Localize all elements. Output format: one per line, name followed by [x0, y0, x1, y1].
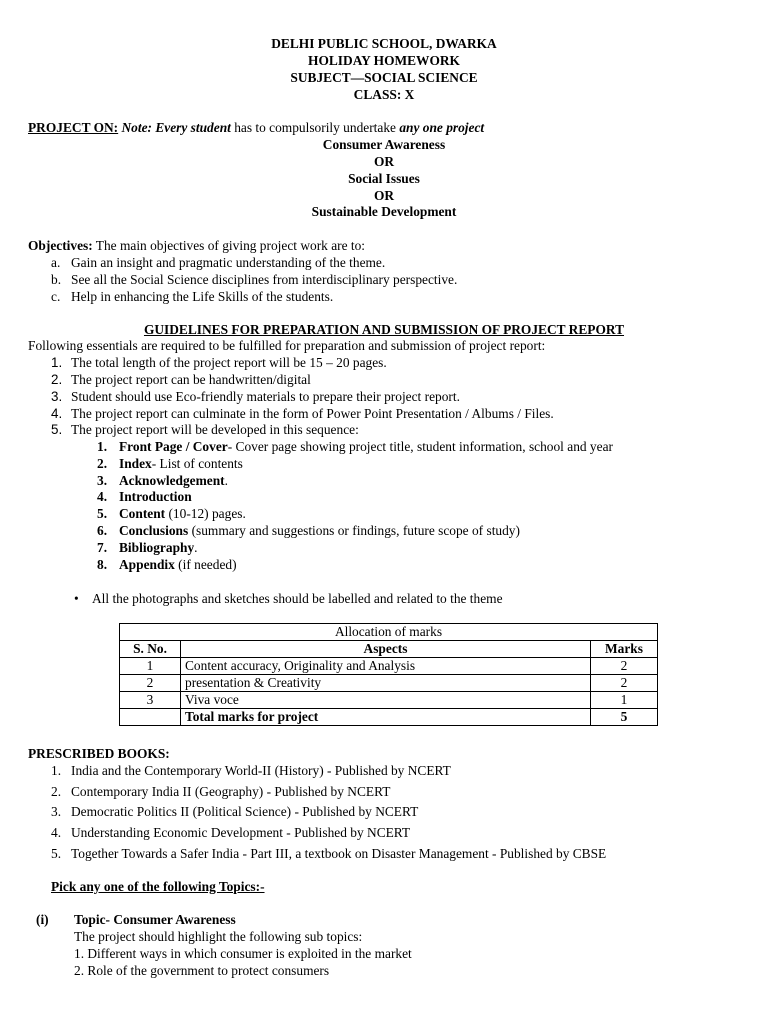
sequence-number: 7. [97, 540, 108, 555]
sequence-title: Bibliography [119, 540, 195, 555]
table-row [120, 692, 658, 709]
total-label: Total marks for project [181, 709, 591, 726]
table-total-row [120, 709, 658, 726]
sequence-item [97, 556, 237, 573]
project-or: OR [373, 154, 395, 169]
table-cell: 3 [120, 692, 181, 709]
sequence-description: - List of contents [151, 456, 243, 471]
objective-item [51, 271, 457, 288]
topic-subitem: 2. Role of the government to protect consumers [74, 963, 330, 978]
guideline-number: 2. [51, 372, 63, 387]
table-cell: 1 [591, 692, 658, 709]
table-cell [120, 709, 181, 726]
table-cell: 2 [591, 675, 658, 692]
objectives-intro [28, 237, 365, 254]
topic-intro: The project should highlight the following sub topics: [74, 929, 363, 944]
guideline-item [51, 388, 460, 405]
book-number: 2. [51, 784, 62, 799]
guideline-text: Student should use Eco-friendly materials to prepare their project report. [71, 389, 460, 404]
sequence-number: 6. [97, 523, 108, 538]
table-cell: 1 [120, 658, 181, 675]
objective-text: See all the Social Science disciplines from interdisciplinary perspective. [71, 272, 458, 287]
class-line: CLASS: X [353, 87, 415, 102]
table-row [120, 675, 658, 692]
guideline-number: 1. [51, 355, 63, 370]
book-text: Understanding Economic Development - Published by NCERT [71, 825, 411, 840]
book-text: Democratic Politics II (Political Science) - Published by NCERT [71, 804, 419, 819]
guideline-bullet [74, 590, 503, 607]
objectives-intro-text: The main objectives of giving project work are to: [92, 238, 366, 253]
sequence-number: 3. [97, 473, 108, 488]
sequence-description: (summary and suggestions or findings, future scope of study) [188, 523, 520, 538]
sequence-title: Introduction [119, 489, 192, 504]
sequence-title: Index [119, 456, 152, 471]
guideline-item [51, 405, 554, 422]
table-header: S. No. [120, 641, 181, 658]
marks-table [119, 623, 658, 726]
objective-letter: b. [51, 272, 62, 287]
sequence-item [97, 522, 520, 539]
bullet-dot-icon: • [74, 591, 79, 606]
sequence-item [97, 455, 243, 472]
books-heading: PRESCRIBED BOOKS: [28, 746, 170, 761]
topic-number: (i) [36, 912, 49, 927]
sequence-number: 5. [97, 506, 108, 521]
sequence-title: Front Page / Cover [119, 439, 228, 454]
total-value: 5 [591, 709, 658, 726]
project-note-italic: Note: Every student [121, 120, 231, 135]
project-option: Social Issues [348, 171, 420, 186]
table-cell: 2 [120, 675, 181, 692]
bullet-text: All the photographs and sketches should be labelled and related to the theme [92, 591, 503, 606]
guideline-text: The project report can be handwritten/digital [71, 372, 311, 387]
objective-letter: c. [51, 289, 61, 304]
sequence-number: 1. [97, 439, 108, 454]
table-cell: 2 [591, 658, 658, 675]
guideline-number: 4. [51, 406, 63, 421]
guideline-number: 5. [51, 422, 63, 437]
school-name: DELHI PUBLIC SCHOOL, DWARKA [271, 36, 497, 51]
project-note-mid: has to compulsorily undertake [230, 120, 400, 135]
book-text: Together Towards a Safer India - Part III, a textbook on Disaster Management - Published by CBSE [71, 846, 607, 861]
project-label: PROJECT ON: [28, 120, 119, 135]
table-header: Marks [591, 641, 658, 658]
sequence-item [97, 438, 613, 455]
sequence-description: - Cover page showing project title, student information, school and year [227, 439, 613, 454]
sequence-description: (10-12) pages. [165, 506, 246, 521]
sequence-description: (if needed) [174, 557, 237, 572]
document-title: HOLIDAY HOMEWORK [308, 53, 460, 68]
book-number: 3. [51, 804, 62, 819]
objective-text: Gain an insight and pragmatic understanding of the theme. [71, 255, 386, 270]
sequence-number: 4. [97, 489, 108, 504]
book-number: 1. [51, 763, 62, 778]
objective-text: Help in enhancing the Life Skills of the students. [71, 289, 334, 304]
project-line [28, 119, 484, 136]
topics-heading: Pick any one of the following Topics:- [51, 879, 265, 894]
sequence-item [97, 539, 198, 556]
table-row [120, 658, 658, 675]
sequence-title: Content [119, 506, 166, 521]
guideline-item [51, 371, 311, 388]
guidelines-intro: Following essentials are required to be fulfilled for preparation and submission of project report: [28, 338, 546, 353]
topic-title: Topic- Consumer Awareness [74, 912, 236, 927]
table-cell: Content accuracy, Originality and Analysis [181, 658, 591, 675]
topic-subitem: 1. Different ways in which consumer is exploited in the market [74, 946, 412, 961]
table-header: Aspects [181, 641, 591, 658]
table-cell: Viva voce [181, 692, 591, 709]
subject-line: SUBJECT—SOCIAL SCIENCE [290, 70, 478, 85]
objective-letter: a. [51, 255, 61, 270]
guideline-text: The project report can culminate in the form of Power Point Presentation / Albums / Files. [71, 406, 554, 421]
sequence-title: Acknowledgement [119, 473, 225, 488]
project-or: OR [373, 188, 395, 203]
project-option: Sustainable Development [311, 204, 457, 219]
marks-table-caption: Allocation of marks [120, 624, 658, 641]
project-option: Consumer Awareness [322, 137, 446, 152]
objective-item [51, 254, 385, 271]
guideline-text: The project report will be developed in this sequence: [71, 422, 359, 437]
book-item [51, 803, 418, 820]
sequence-title: Appendix [119, 557, 175, 572]
guideline-item [51, 421, 359, 438]
sequence-number: 2. [97, 456, 108, 471]
sequence-item [97, 472, 228, 489]
objective-item [51, 288, 333, 305]
table-cell: presentation & Creativity [181, 675, 591, 692]
book-text: Contemporary India II (Geography) - Published by NCERT [71, 784, 391, 799]
sequence-item [97, 505, 246, 522]
book-number: 5. [51, 846, 62, 861]
book-item [51, 762, 451, 779]
sequence-description: . [224, 473, 228, 488]
guideline-number: 3. [51, 389, 63, 404]
book-item [51, 783, 390, 800]
objectives-label: Objectives: [28, 238, 93, 253]
book-item [51, 845, 606, 862]
guideline-item [51, 354, 387, 371]
project-note-end: any one project [399, 120, 485, 135]
sequence-item [97, 488, 192, 505]
book-text: India and the Contemporary World-II (History) - Published by NCERT [71, 763, 451, 778]
guidelines-heading: GUIDELINES FOR PREPARATION AND SUBMISSION OF PROJECT REPORT [143, 322, 625, 337]
sequence-number: 8. [97, 557, 108, 572]
guideline-text: The total length of the project report will be 15 – 20 pages. [71, 355, 387, 370]
book-item [51, 824, 410, 841]
sequence-description: . [194, 540, 198, 555]
book-number: 4. [51, 825, 62, 840]
sequence-title: Conclusions [119, 523, 189, 538]
